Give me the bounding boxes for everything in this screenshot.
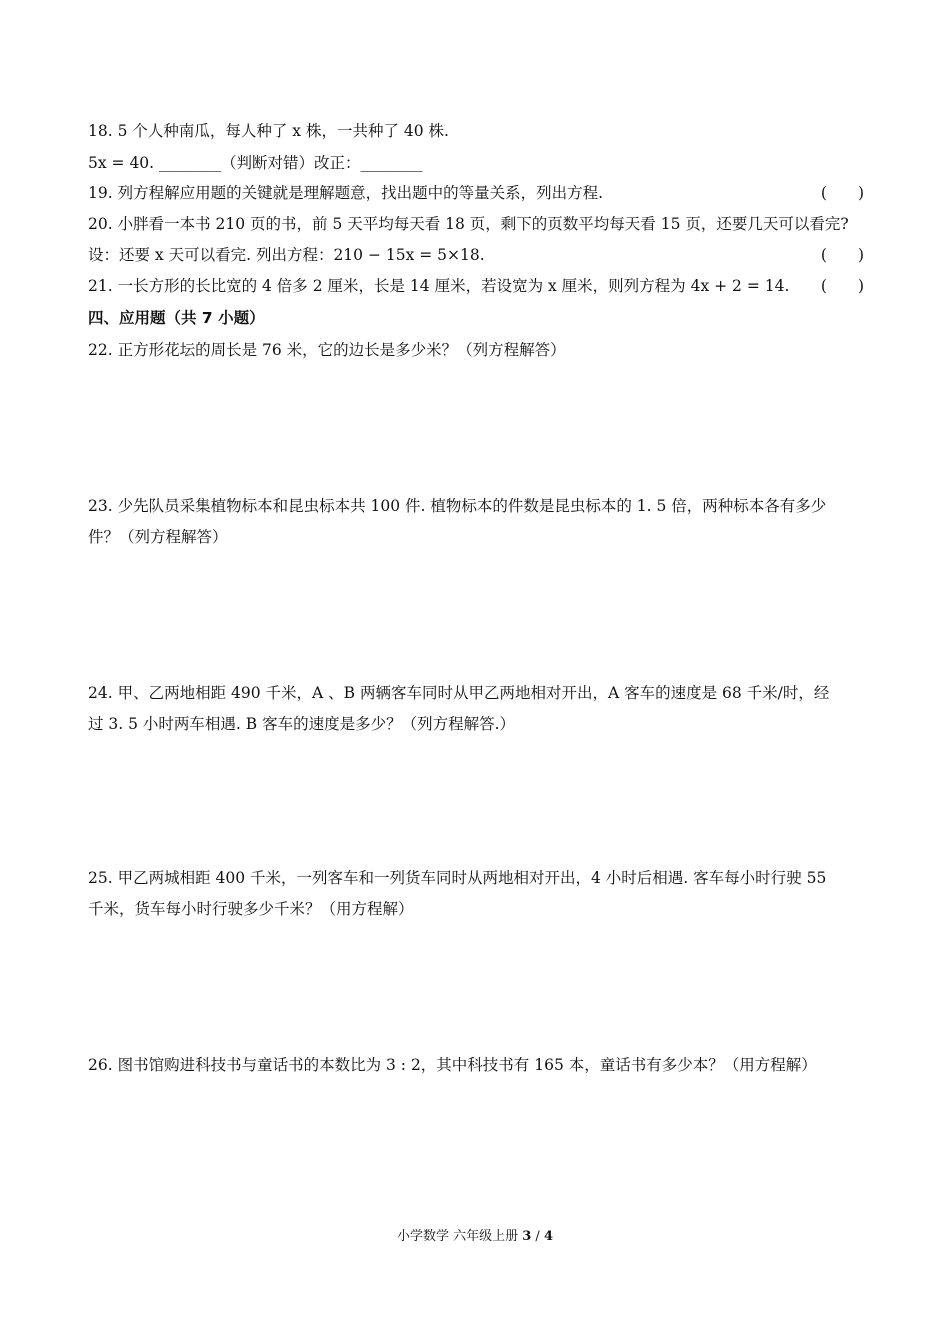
problem-22: 22. 正方形花坛的周长是 76 米，它的边长是多少米？（列方程解答） [88, 341, 566, 359]
question-21 [88, 276, 864, 296]
page-footer [0, 1228, 950, 1246]
answer-bracket: ( ) [820, 277, 864, 295]
question-20-line-2 [88, 245, 864, 265]
section-heading: 四、应用题（共 7 小题） [88, 309, 265, 327]
question-20-text: 设：还要 x 天可以看完. 列出方程：210 − 15x = 5×18. [88, 246, 485, 264]
question-20-line-1: 20. 小胖看一本书 210 页的书，前 5 天平均每天看 18 页，剩下的页数平均每天看 15 页，还要几天可以看完? [88, 215, 849, 233]
problem-24-line-2: 过 3. 5 小时两车相遇. B 客车的速度是多少？（列方程解答.） [88, 715, 516, 733]
answer-bracket: ( ) [820, 246, 864, 264]
question-18-line-1: 18. 5 个人种南瓜，每人种了 x 株，一共种了 40 株. [88, 122, 449, 140]
problem-25-line-2: 千米，货车每小时行驶多少千米？（用方程解） [88, 900, 414, 918]
page-number: 3 [522, 1229, 532, 1244]
problem-24-line-1: 24. 甲、乙两地相距 490 千米，A 、B 两辆客车同时从甲乙两地相对开出，A 客车的速度是 68 千米/时，经 [88, 684, 830, 702]
problem-25-line-1: 25. 甲乙两城相距 400 千米，一列客车和一列货车同时从两地相对开出，4 小时后相遇. 客车每小时行驶 55 [88, 869, 827, 887]
answer-bracket: ( ) [820, 184, 864, 202]
page-total: 4 [543, 1229, 553, 1244]
question-21-text: 21. 一长方形的长比宽的 4 倍多 2 厘米，长是 14 厘米，若设宽为 x 厘米，则列方程为 4x + 2 = 14. [88, 277, 790, 295]
problem-23-line-2: 件？（列方程解答） [88, 528, 228, 546]
footer-subject: 小学数学 六年级上册 [396, 1229, 523, 1244]
question-19 [88, 183, 864, 203]
problem-26: 26. 图书馆购进科技书与童话书的本数比为 3 : 2，其中科技书有 165 本，童话书有多少本？（用方程解） [88, 1056, 817, 1074]
question-18-line-2: 5x = 40. ________（判断对错）改正：________ [88, 154, 423, 172]
question-19-text: 19. 列方程解应用题的关键就是理解题意，找出题中的等量关系，列出方程. [88, 184, 604, 202]
page-separator: / [531, 1229, 544, 1244]
problem-23-line-1: 23. 少先队员采集植物标本和昆虫标本共 100 件. 植物标本的件数是昆虫标本的 1. 5 倍，两种标本各有多少 [88, 497, 827, 515]
